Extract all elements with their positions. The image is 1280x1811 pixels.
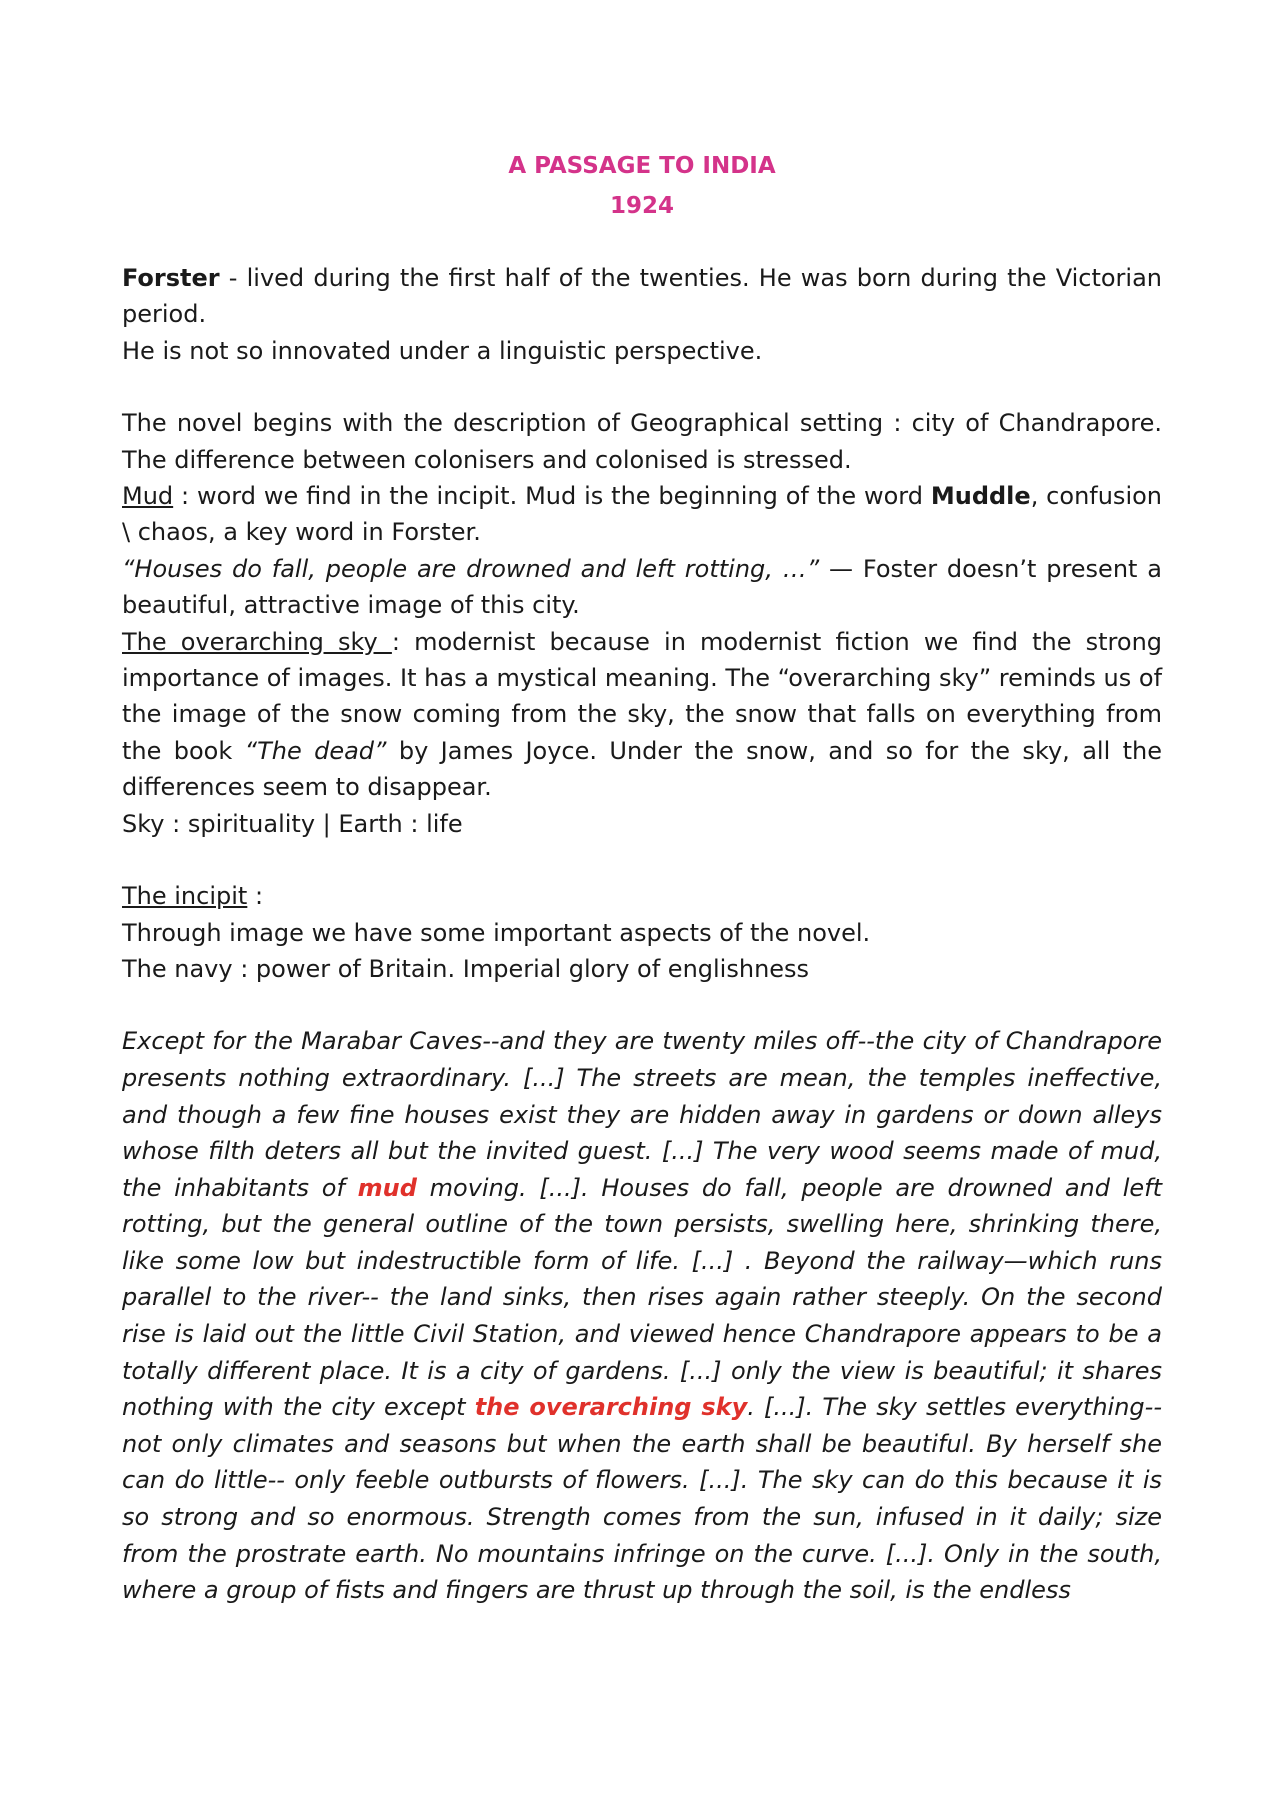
- incipit-label-suffix: :: [247, 882, 264, 911]
- spacer: [122, 369, 1162, 405]
- incipit-label: The incipit: [122, 882, 248, 911]
- muddle-word: Muddle: [930, 482, 1031, 511]
- inline-quote: “Houses do fall, people are drowned and left rotting, …”: [122, 554, 820, 583]
- spacer: [122, 842, 1162, 878]
- intro-text: - lived during the first half of the twenties. He was born during the Victorian period.: [122, 264, 1162, 329]
- incipit-line-2: The navy : power of Britain. Imperial glory of englishness: [122, 954, 810, 983]
- highlight-mud: mud: [357, 1173, 417, 1202]
- highlight-overarching-sky: the overarching sky: [474, 1393, 748, 1422]
- mud-paragraph: [122, 478, 1162, 551]
- intro-paragraph: [122, 260, 1162, 333]
- document-title: A PASSAGE TO INDIA: [508, 153, 776, 179]
- mud-text-b: , confusion \ chaos, a key word in Forster.: [122, 482, 1163, 547]
- book-title: “The dead”: [244, 736, 387, 765]
- document-page: [122, 146, 1162, 1609]
- document-year: 1924: [609, 193, 674, 219]
- intro-line-2: He is not so innovated under a linguistic perspective.: [122, 336, 763, 365]
- mud-label: Mud: [122, 482, 174, 511]
- novel-excerpt: [122, 1023, 1162, 1609]
- sky-text-b: by James Joyce. Under the snow, and so for the sky, all the differences seem to disappear.: [122, 736, 1162, 802]
- quote-comment: — Foster doesn’t present a beautiful, attractive image of this city.: [122, 554, 1163, 620]
- sky-label: The overarching sky: [122, 627, 392, 656]
- excerpt-part-1: Except for the Marabar Caves--and they are twenty miles off--the city of Chandrapore presents nothing extraordinary. [...] The streets are mean, the temples ineffective, and though a few fine houses exist they are hidden away in gardens or down alleys whose filth deters all but the invited guest. [...] The very wood seems made of mud, the inhabitants of: [122, 1027, 1162, 1202]
- sky-paragraph: [122, 624, 1162, 806]
- setting-paragraph: The novel begins with the description of Geographical setting : city of Chandrapore. The difference between colonisers and colonised is stressed.: [122, 409, 1162, 474]
- author-name: Forster: [122, 264, 220, 292]
- incipit-line-1: Through image we have some important aspects of the novel.: [122, 918, 871, 947]
- excerpt-part-3: . [...]. The sky settles everything--not only climates and seasons but when the earth shall be beautiful. By herself she can do little-- only feeble outbursts of flowers. [...]. The sky can do this because it is so strong and so enormous. Strength comes from the sun, infused in it daily; size from the prostrate earth. No mountains infringe on the curve. [...]. Only in the south, where a group of fists and fingers are thrust up through the soil, is the endless: [122, 1393, 1162, 1605]
- quote-paragraph: [122, 551, 1162, 624]
- title-block: [122, 146, 1162, 226]
- mud-text-a: : word we find in the incipit. Mud is the beginning of the word: [173, 482, 931, 511]
- incipit-heading: [122, 878, 1162, 914]
- sky-earth-line: Sky : spirituality | Earth : life: [122, 809, 463, 838]
- spacer: [122, 987, 1162, 1023]
- sky-text-a: : modernist because in modernist fiction we find the strong importance of images. It has a mystical meaning. The “overarching sky” reminds us of the image of the snow coming from the sky, the snow that falls on everything from the book: [122, 627, 1163, 765]
- excerpt-part-2: moving. [...]. Houses do fall, people are drowned and left rotting, but the general outline of the town persists, swelling here, shrinking there, like some low but indestructible form of life. [...] . Beyond the railway—which runs parallel to the river-- the land sinks, then rises again rather steeply. On the second rise is laid out the little Civil Station, and viewed hence Chandrapore appears to be a totally different place. It is a city of gardens. [...] only the view is beautiful; it shares nothing with the city except: [122, 1173, 1162, 1422]
